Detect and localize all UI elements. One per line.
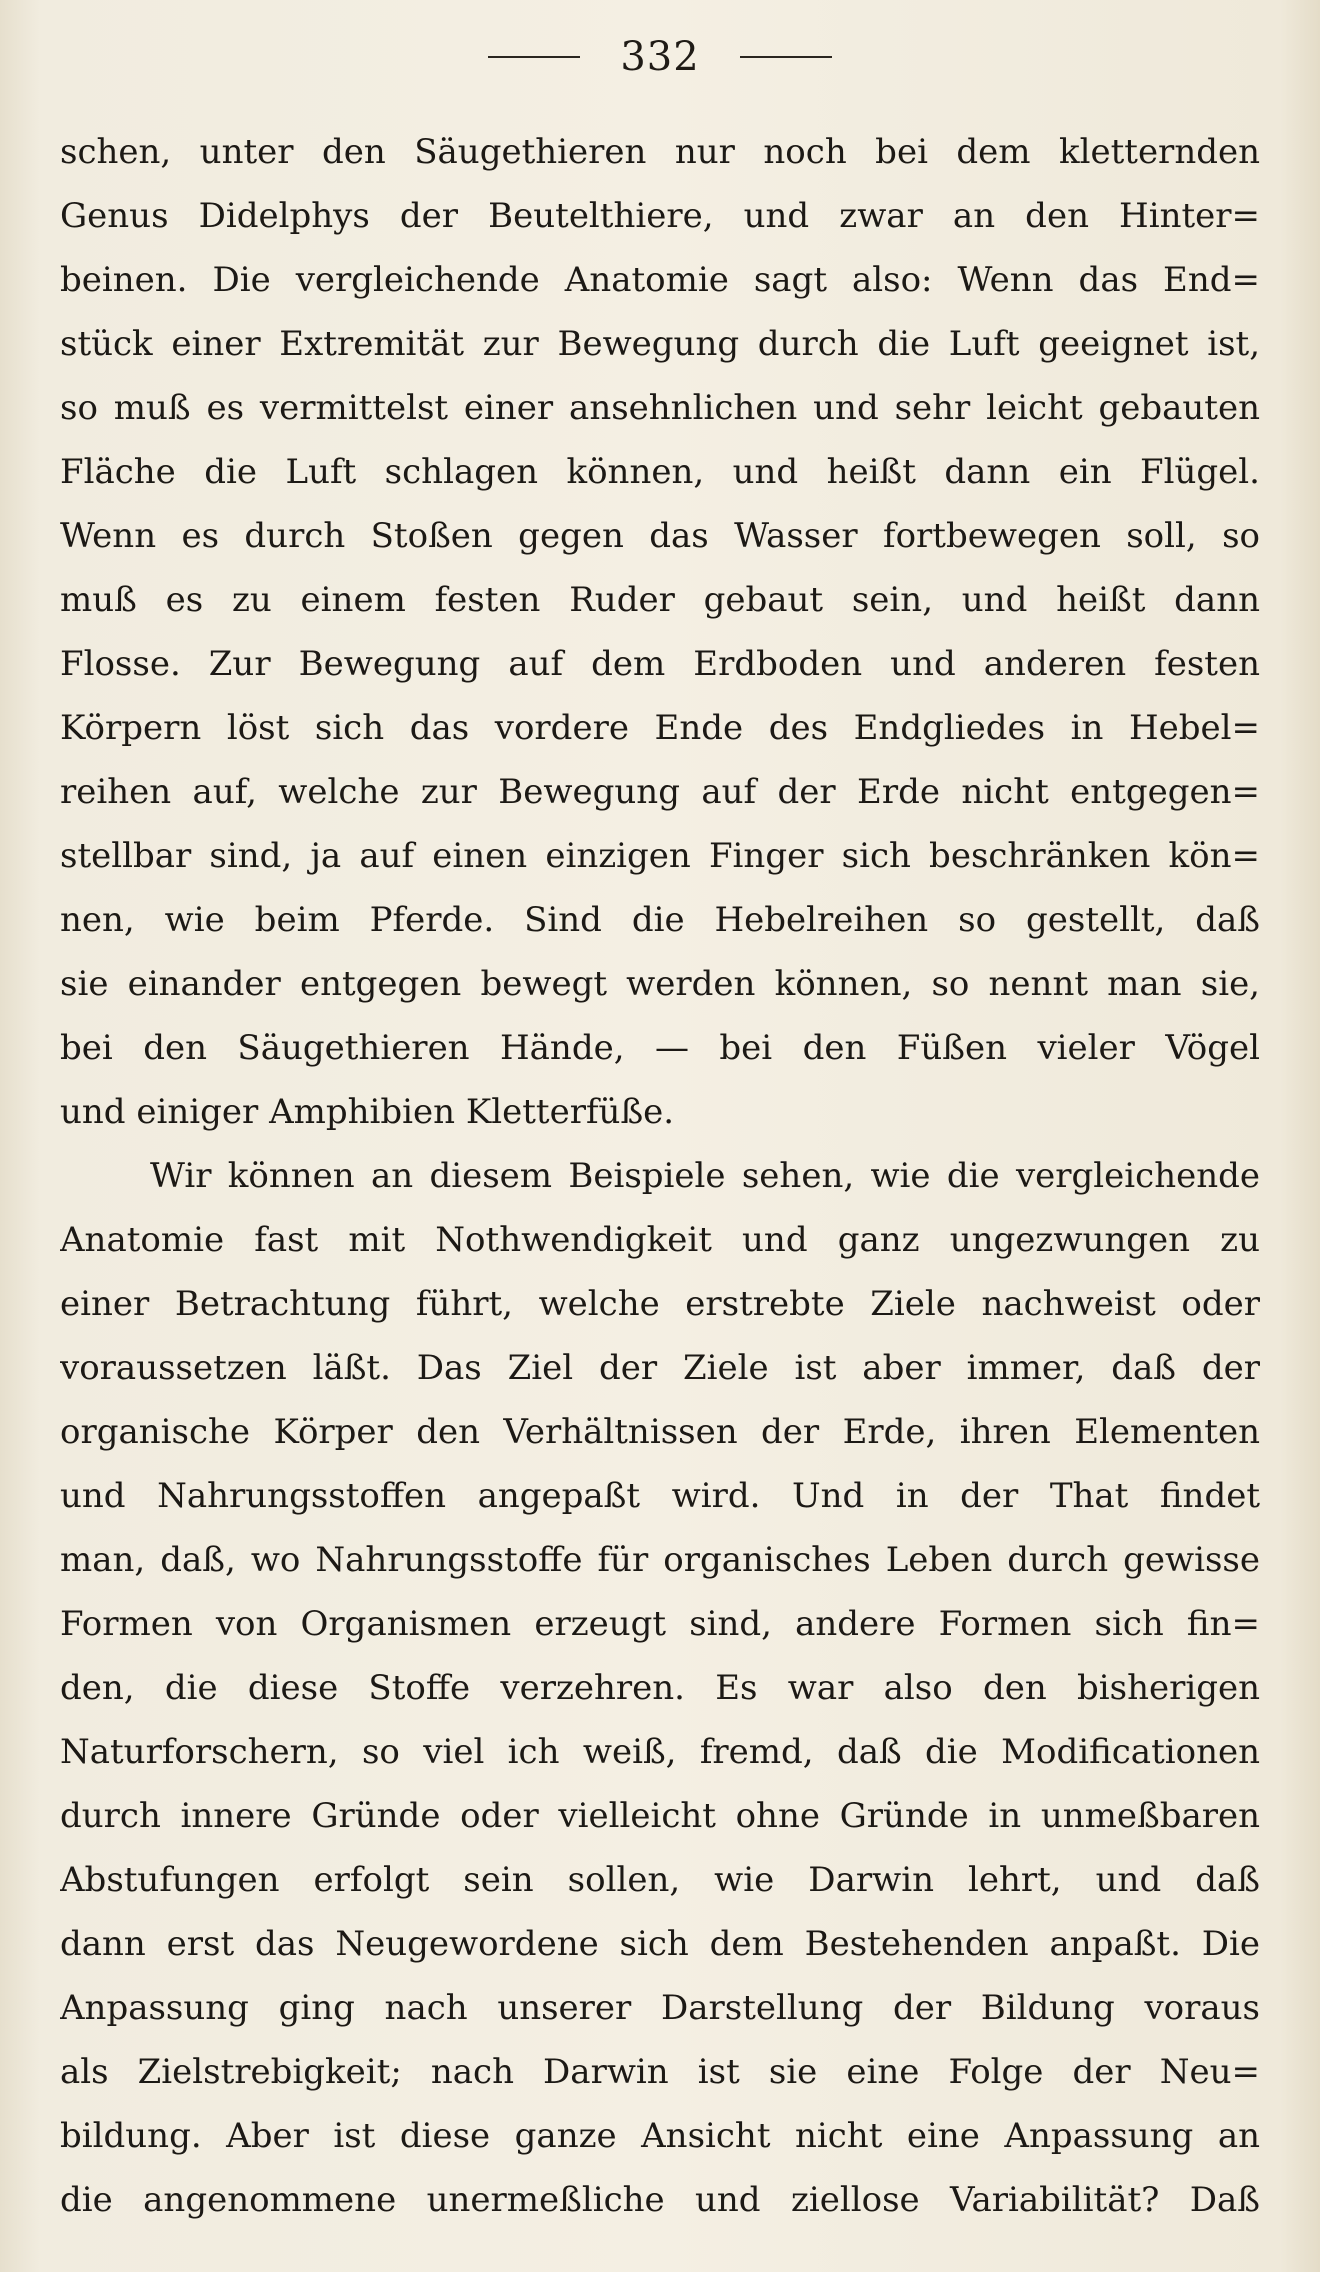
page-header: [0, 22, 1320, 92]
text-line: sie einander entgegen bewegt werden können, so nennt man sie,: [60, 964, 1260, 1004]
text-line: Flosse. Zur Bewegung auf dem Erdboden und anderen festen: [60, 644, 1260, 684]
text-line: einer Betrachtung führt, welche erstrebte Ziele nachweist oder: [60, 1284, 1260, 1324]
text-line: dann erst das Neugewordene sich dem Bestehenden anpaßt. Die: [60, 1924, 1260, 1964]
text-line: so muß es vermittelst einer ansehnlichen und sehr leicht gebauten: [60, 388, 1260, 428]
text-line: Anatomie fast mit Nothwendigkeit und ganz ungezwungen zu: [60, 1220, 1260, 1260]
page-number: 332: [620, 34, 700, 80]
text-line: den, die diese Stoffe verzehren. Es war also den bisherigen: [60, 1668, 1260, 1708]
text-line: man, daß, wo Nahrungsstoffe für organisches Leben durch gewisse: [60, 1540, 1260, 1580]
text-line: reihen auf, welche zur Bewegung auf der Erde nicht entgegen=: [60, 772, 1260, 812]
text-line: nen, wie beim Pferde. Sind die Hebelreihen so gestellt, daß: [60, 900, 1260, 940]
body-text: [60, 120, 1260, 2260]
text-line: Fläche die Luft schlagen können, und heißt dann ein Flügel.: [60, 452, 1260, 492]
text-line: bildung. Aber ist diese ganze Ansicht nicht eine Anpassung an: [60, 2116, 1260, 2156]
text-line: als Zielstrebigkeit; nach Darwin ist sie eine Folge der Neu=: [60, 2052, 1260, 2092]
header-rule-right: [740, 56, 832, 58]
text-line: Wir können an diesem Beispiele sehen, wie die vergleichende: [150, 1156, 1260, 1196]
text-line: die angenommene unermeßliche und ziellose Variabilität? Daß: [60, 2180, 1260, 2220]
text-line: bei den Säugethieren Hände, — bei den Füßen vieler Vögel: [60, 1028, 1260, 1068]
text-line: durch innere Gründe oder vielleicht ohne Gründe in unmeßbaren: [60, 1796, 1260, 1836]
text-line: Abstufungen erfolgt sein sollen, wie Darwin lehrt, und daß: [60, 1860, 1260, 1900]
text-line: Anpassung ging nach unserer Darstellung der Bildung voraus: [60, 1988, 1260, 2028]
text-line: schen, unter den Säugethieren nur noch bei dem kletternden: [60, 132, 1260, 172]
text-line: Genus Didelphys der Beutelthiere, und zwar an den Hinter=: [60, 196, 1260, 236]
text-line: stück einer Extremität zur Bewegung durch die Luft geeignet ist,: [60, 324, 1260, 364]
text-line: Formen von Organismen erzeugt sind, andere Formen sich fin=: [60, 1604, 1260, 1644]
text-line: stellbar sind, ja auf einen einzigen Finger sich beschränken kön=: [60, 836, 1260, 876]
text-line: muß es zu einem festen Ruder gebaut sein, und heißt dann: [60, 580, 1260, 620]
text-line: voraussetzen läßt. Das Ziel der Ziele ist aber immer, daß der: [60, 1348, 1260, 1388]
text-line: und einiger Amphibien Kletterfüße.: [60, 1092, 675, 1132]
text-line: und Nahrungsstoffen angepaßt wird. Und in der That findet: [60, 1476, 1260, 1516]
text-line: Körpern löst sich das vordere Ende des Endgliedes in Hebel=: [60, 708, 1260, 748]
text-line: Naturforschern, so viel ich weiß, fremd, daß die Modificationen: [60, 1732, 1260, 1772]
header-rule-left: [488, 56, 580, 58]
text-line: organische Körper den Verhältnissen der Erde, ihren Elementen: [60, 1412, 1260, 1452]
text-line: Wenn es durch Stoßen gegen das Wasser fortbewegen soll, so: [60, 516, 1260, 556]
text-line: beinen. Die vergleichende Anatomie sagt also: Wenn das End=: [60, 260, 1260, 300]
